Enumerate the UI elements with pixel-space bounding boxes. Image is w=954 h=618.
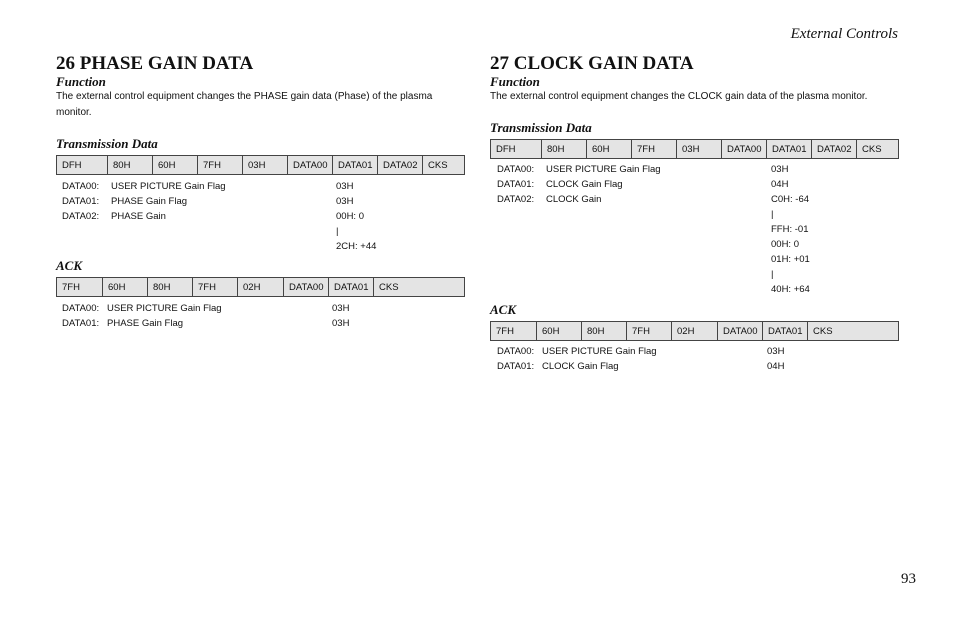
transmission-table-clock: [490, 139, 899, 159]
command-byte-cell: DATA02: [378, 156, 423, 175]
field-desc: CLOCK Gain Flag: [546, 179, 623, 190]
transmission-row: [491, 140, 899, 159]
field-key: DATA00:: [62, 181, 100, 192]
field-row: [62, 194, 462, 209]
page-number: 93: [901, 571, 916, 587]
field-desc: USER PICTURE Gain Flag: [107, 303, 222, 314]
function-heading-phase: Function: [56, 74, 106, 89]
command-byte-cell: CKS: [423, 156, 465, 175]
command-byte-cell: DATA01: [763, 322, 808, 341]
transmission-table-phase: [56, 155, 465, 175]
field-key: DATA01:: [497, 361, 535, 372]
field-val: C0H: -64: [771, 194, 810, 205]
field-key: DATA01:: [497, 179, 535, 190]
field-row: [62, 179, 462, 194]
field-desc: CLOCK Gain: [546, 194, 602, 205]
command-byte-cell: DATA02: [812, 140, 857, 159]
field-desc: CLOCK Gain Flag: [542, 361, 619, 372]
field-val: 40H: +64: [771, 284, 810, 295]
field-desc: USER PICTURE Gain Flag: [546, 164, 661, 175]
command-byte-cell: CKS: [374, 278, 465, 297]
command-byte-cell: 7FH: [193, 278, 238, 297]
field-key: DATA00:: [497, 346, 535, 357]
field-key: DATA02:: [497, 194, 535, 205]
ack-table-phase: [56, 277, 465, 297]
command-byte-cell: 7FH: [57, 278, 103, 297]
field-val: 03H: [336, 196, 354, 207]
command-byte-cell: 60H: [103, 278, 148, 297]
command-byte-cell: 7FH: [632, 140, 677, 159]
section-header: External Controls: [790, 26, 898, 42]
field-row: [497, 222, 897, 237]
field-val: 2CH: +44: [336, 241, 377, 252]
ack-fields-clock: [497, 344, 897, 374]
field-row: [62, 316, 462, 331]
transmission-row: [57, 156, 465, 175]
field-val: 04H: [771, 179, 789, 190]
ack-row: [57, 278, 465, 297]
field-row: [497, 192, 897, 207]
field-val: |: [771, 209, 774, 220]
ack-heading-phase: ACK: [56, 258, 83, 273]
command-byte-cell: DATA00: [288, 156, 333, 175]
command-byte-cell: 02H: [672, 322, 718, 341]
field-val: 01H: +01: [771, 254, 810, 265]
field-row: [497, 162, 897, 177]
command-byte-cell: 02H: [238, 278, 284, 297]
function-text-phase: The external control equipment changes the PHASE gain data (Phase) of the plasma monitor.: [56, 91, 433, 118]
command-byte-cell: DATA01: [333, 156, 378, 175]
command-byte-cell: 7FH: [627, 322, 672, 341]
command-byte-cell: DATA00: [722, 140, 767, 159]
section-title-clock: 27 CLOCK GAIN DATA: [490, 53, 694, 74]
field-row: [62, 209, 462, 224]
field-val: 00H: 0: [771, 239, 799, 250]
field-desc: USER PICTURE Gain Flag: [111, 181, 226, 192]
field-row: [497, 207, 897, 222]
function-heading-clock: Function: [490, 74, 540, 89]
ack-heading-clock: ACK: [490, 302, 517, 317]
field-val: |: [771, 269, 774, 280]
field-key: DATA00:: [497, 164, 535, 175]
field-val: 03H: [332, 318, 350, 329]
ack-row: [491, 322, 899, 341]
field-desc: PHASE Gain: [111, 211, 166, 222]
command-byte-cell: 80H: [582, 322, 627, 341]
command-byte-cell: 80H: [108, 156, 153, 175]
command-byte-cell: DFH: [57, 156, 108, 175]
command-byte-cell: DATA00: [284, 278, 329, 297]
command-byte-cell: 60H: [537, 322, 582, 341]
command-byte-cell: 60H: [587, 140, 632, 159]
ack-table-clock: [490, 321, 899, 341]
command-byte-cell: 7FH: [198, 156, 243, 175]
field-row: [62, 301, 462, 316]
field-key: DATA01:: [62, 318, 100, 329]
field-desc: USER PICTURE Gain Flag: [542, 346, 657, 357]
field-val: 00H: 0: [336, 211, 364, 222]
field-row: [497, 267, 897, 282]
field-row: [497, 177, 897, 192]
field-val: FFH: -01: [771, 224, 809, 235]
field-desc: PHASE Gain Flag: [111, 196, 188, 207]
command-byte-cell: CKS: [857, 140, 899, 159]
field-row: [497, 252, 897, 267]
command-byte-cell: 80H: [148, 278, 193, 297]
command-byte-cell: DFH: [491, 140, 542, 159]
transmission-heading-clock: Transmission Data: [490, 120, 592, 135]
command-byte-cell: 60H: [153, 156, 198, 175]
command-byte-cell: 80H: [542, 140, 587, 159]
field-val: |: [336, 226, 339, 237]
field-row: [497, 282, 897, 297]
field-val: 03H: [336, 181, 354, 192]
function-text-clock: The external control equipment changes the CLOCK gain data of the plasma monitor.: [490, 91, 868, 102]
command-byte-cell: DATA01: [767, 140, 812, 159]
transmission-fields-clock: [497, 162, 897, 297]
command-byte-cell: 7FH: [491, 322, 537, 341]
transmission-heading-phase: Transmission Data: [56, 136, 158, 151]
field-desc: PHASE Gain Flag: [107, 318, 184, 329]
command-byte-cell: DATA01: [329, 278, 374, 297]
field-key: DATA02:: [62, 211, 100, 222]
field-val: 04H: [767, 361, 785, 372]
ack-fields-phase: [62, 301, 462, 331]
field-val: 03H: [767, 346, 785, 357]
command-byte-cell: DATA00: [718, 322, 763, 341]
command-byte-cell: 03H: [243, 156, 288, 175]
field-row: [62, 224, 462, 239]
transmission-fields-phase: [62, 179, 462, 254]
command-byte-cell: 03H: [677, 140, 722, 159]
field-val: 03H: [771, 164, 789, 175]
field-row: [497, 237, 897, 252]
command-byte-cell: CKS: [808, 322, 899, 341]
field-key: DATA01:: [62, 196, 100, 207]
field-row: [497, 344, 897, 359]
field-val: 03H: [332, 303, 350, 314]
field-row: [62, 239, 462, 254]
field-row: [497, 359, 897, 374]
section-title-phase: 26 PHASE GAIN DATA: [56, 53, 254, 74]
field-key: DATA00:: [62, 303, 100, 314]
